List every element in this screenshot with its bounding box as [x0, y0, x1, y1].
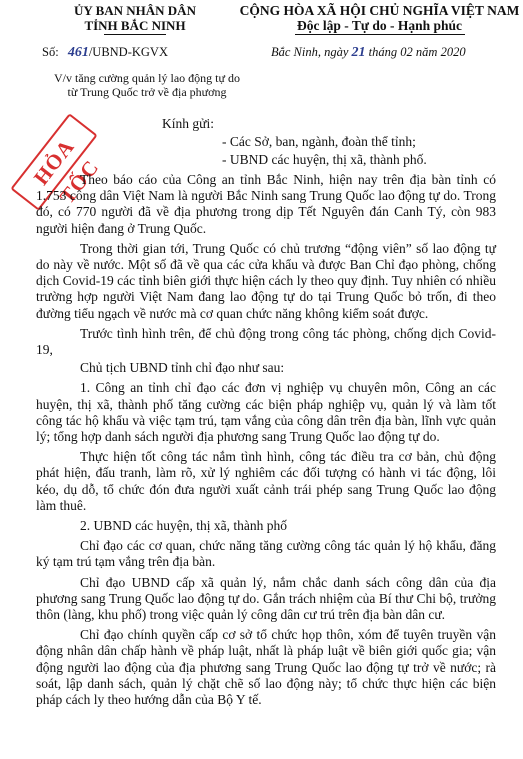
paragraph-propaganda: Chỉ đạo chính quyền cấp cơ sở tổ chức họp thôn, xóm để tuyên truyền vận động nhân dân chấp hành về pháp luật, nhất là pháp luật về biên giới quốc gia; vận động người lao động của địa phương sang Trung Quốc lao động tự trở về nước; rà soát, lập danh sách, quản lý chặt chẽ số lao động này; tổ chức thực hiện các biện pháp cách ly theo hướng dẫn của Bộ Y tế. — [36, 627, 496, 708]
subject-line-1: V/v tăng cường quản lý lao động tự do — [54, 71, 240, 85]
number-code: /UBND-KGVX — [88, 45, 168, 59]
paragraph-police-investigation: Thực hiện tốt công tác nắm tình hình, công tác điều tra cơ bản, chủ động phát hiện, đấu tranh, làm rõ, xử lý nghiêm các đối tượng có hành vi tác động, lôi kéo, dụ dỗ, tổ chức đón đưa người xuất cảnh trái phép sang Trung Quốc lao động làm thuê. — [36, 449, 496, 513]
paragraph-directive-intro: Chủ tịch UBND tỉnh chỉ đạo như sau: — [80, 360, 285, 376]
recipient-1: - Các Sở, ban, ngành, đoàn thể tỉnh; — [222, 134, 416, 149]
issue-date — [271, 45, 466, 61]
date-month: 02 — [400, 45, 413, 59]
paragraph-commune-management: Chỉ đạo UBND cấp xã quản lý, nắm chắc danh sách công dân của địa phương sang Trung Quốc lao động tự do. Gắn trách nhiệm của Bí thư Chi bộ, trưởng thôn (làng, khu phố) trong việc quản lý công dân cư trú trên địa bàn dân cư. — [36, 574, 496, 623]
paragraph-district-heading: 2. UBND các huyện, thị xã, thành phố — [80, 518, 287, 534]
date-month-label: tháng — [368, 45, 398, 59]
agency-underline — [104, 34, 166, 35]
date-place: Bắc Ninh, ngày — [271, 45, 349, 59]
document-subject — [42, 71, 252, 99]
national-header — [236, 3, 523, 35]
date-year-label: năm — [415, 45, 438, 59]
urgent-stamp: HỎA TỐC — [10, 113, 97, 211]
document-body — [36, 172, 496, 712]
subject-line-2: từ Trung Quốc trở về địa phương — [67, 85, 227, 99]
paragraph-situation: Trong thời gian tới, Trung Quốc có chủ trương “động viên” số lao động tự do này về nước. Một số đã về qua các cửa khẩu và được Ban Chỉ đạo phòng, chống dịch Covid-19 các tỉnh biên giới thực hiện cách ly theo quy định. Tuy nhiên có nhiều trường hợp người Việt Nam đang lao động tự do tại Trung Quốc bỏ trốn, đi theo đường tiểu ngạch về nước mà cơ quan chức năng không kiểm soát được. — [36, 240, 496, 321]
date-day: 21 — [351, 45, 366, 60]
handwritten-number: 461 — [67, 45, 89, 60]
paragraph-context: Trước tình hình trên, để chủ động trong công tác phòng, chống dịch Covid-19, — [36, 325, 496, 358]
recipients-label: Kính gửi: — [162, 116, 214, 131]
number-prefix: Số: — [42, 45, 59, 59]
paragraph-household-management: Chỉ đạo các cơ quan, chức năng tăng cường công tác quản lý hộ khẩu, đăng ký tạm trú tạm vắng trên địa bàn. — [36, 538, 496, 570]
paragraph-report: Theo báo cáo của Công an tỉnh Bắc Ninh, hiện nay trên địa bàn tỉnh có 1.753 công dân Việt Nam là người Bắc Ninh sang Trung Quốc lao động tự do. Trong đó, có 770 người đã về địa phương trong dịp Tết Nguyên đán Canh Tý, còn 983 người hiện đang ở Trung Quốc. — [36, 172, 496, 236]
document-number — [42, 45, 168, 61]
date-year: 2020 — [440, 45, 466, 59]
national-motto: Độc lập - Tự do - Hạnh phúc — [296, 18, 463, 33]
country-name: CỘNG HÒA XÃ HỘI CHỦ NGHĨA VIỆT NAM — [239, 3, 520, 18]
recipient-2: - UBND các huyện, thị xã, thành phố. — [222, 152, 427, 167]
motto-underline — [295, 34, 465, 35]
agency-line-2: TỈNH BẮC NINH — [84, 18, 186, 33]
paragraph-police-directive: 1. Công an tỉnh chỉ đạo các đơn vị nghiệp vụ chuyên môn, Công an các huyện, thị xã, thành phố tăng cường các biện pháp nghiệp vụ, quản lý và làm tốt công tác hộ khẩu và việc tạm trú, tạm vắng của công dân trên địa bàn, lĩnh vực quản lý; tổng hợp danh sách người địa phương sang Trung Quốc lao động tự do. — [36, 380, 496, 445]
agency-line-1: ỦY BAN NHÂN DÂN — [74, 3, 196, 18]
issuing-agency — [40, 3, 230, 35]
